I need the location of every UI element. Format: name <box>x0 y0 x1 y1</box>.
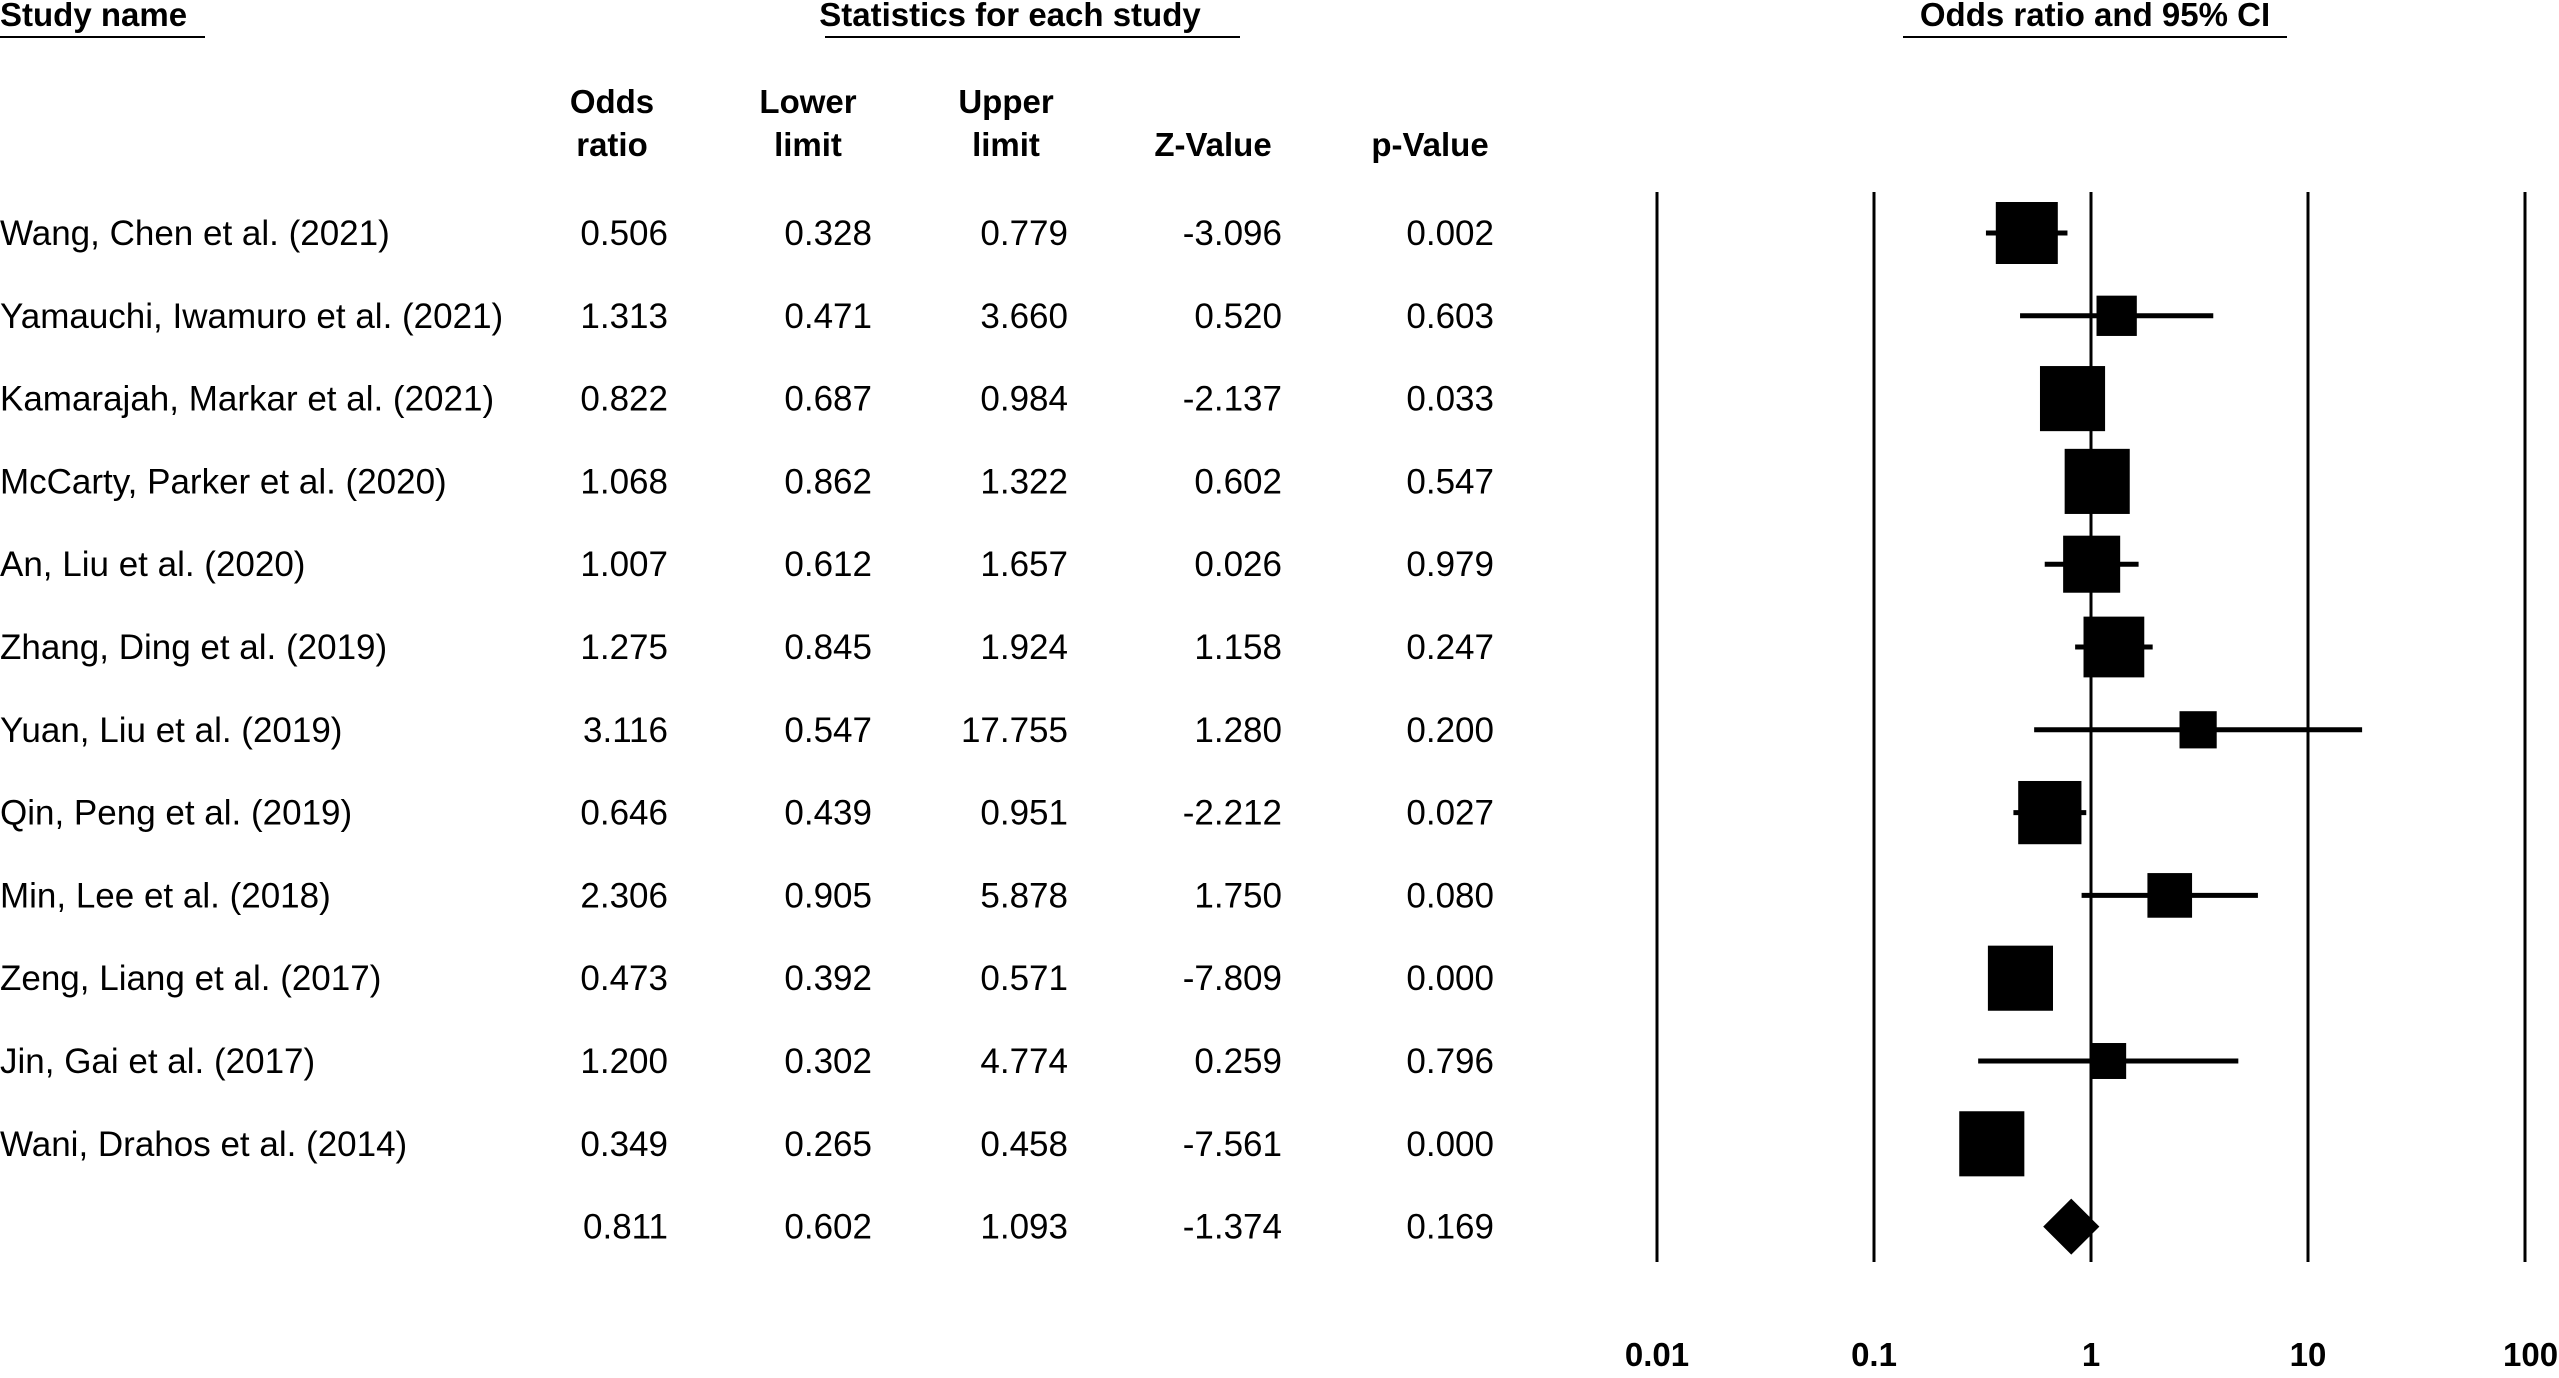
upper-limit-header-line1: Upper <box>958 83 1054 120</box>
study-name: McCarty, Parker et al. (2020) <box>0 462 447 502</box>
study-name: Zeng, Liang et al. (2017) <box>0 959 382 999</box>
odds-ratio-value: 0.646 <box>580 793 668 833</box>
lower-limit-value: 0.328 <box>784 214 872 253</box>
odds-ratio-marker <box>2084 617 2145 678</box>
z-value: 0.602 <box>1194 462 1282 502</box>
z-value: 1.280 <box>1194 710 1282 750</box>
p-value: 0.080 <box>1406 876 1494 916</box>
study-name: Wani, Drahos et al. (2014) <box>0 1124 408 1164</box>
p-value: 0.033 <box>1406 379 1494 419</box>
upper-limit-header-line2: limit <box>972 126 1040 163</box>
study-name: Yamauchi, Iwamuro et al. (2021) <box>0 296 504 336</box>
z-value: 0.259 <box>1194 1042 1282 1081</box>
upper-limit-value: 1.924 <box>980 628 1068 667</box>
lower-limit-value: 0.862 <box>784 462 872 502</box>
odds-ratio-header-line2: ratio <box>576 126 648 163</box>
study-name: An, Liu et al. (2020) <box>0 545 306 585</box>
x-tick-label: 10 <box>2289 1336 2327 1373</box>
odds-ratio-value: 2.306 <box>580 876 668 916</box>
upper-limit-value: 1.322 <box>980 462 1068 502</box>
lower-limit-value: 0.612 <box>784 545 872 585</box>
z-value: -2.137 <box>1182 379 1282 419</box>
upper-limit-value: 0.458 <box>980 1124 1068 1164</box>
lower-limit-value: 0.471 <box>784 296 872 336</box>
odds-ratio-value: 0.822 <box>580 379 668 419</box>
lower-limit-value: 0.392 <box>784 959 872 999</box>
odds-ratio-value: 0.506 <box>580 214 668 253</box>
z-value-header: Z-Value <box>1154 126 1272 163</box>
upper-limit-value: 5.878 <box>980 876 1068 916</box>
odds-ratio-marker <box>1959 1111 2024 1176</box>
study-name: Yuan, Liu et al. (2019) <box>0 710 343 750</box>
lower-limit-header-line1: Lower <box>759 83 857 120</box>
study-name: Qin, Peng et al. (2019) <box>0 793 353 833</box>
p-value: 0.000 <box>1406 1124 1494 1164</box>
study-name: Min, Lee et al. (2018) <box>0 876 331 916</box>
lower-limit-value: 0.905 <box>784 876 872 916</box>
upper-limit-value: 3.660 <box>980 296 1068 336</box>
x-tick-label: 0.1 <box>1851 1336 1897 1373</box>
p-value: 0.247 <box>1406 628 1494 667</box>
p-value: 0.000 <box>1406 959 1494 999</box>
summary-odds-ratio: 0.811 <box>583 1207 668 1247</box>
odds-ratio-marker <box>2097 296 2137 336</box>
odds-ratio-marker <box>2018 781 2081 844</box>
upper-limit-value: 0.951 <box>980 793 1068 833</box>
summary-z-value: -1.374 <box>1182 1207 1282 1247</box>
x-tick-label: 100 <box>2503 1336 2559 1373</box>
lower-limit-value: 0.687 <box>784 379 872 419</box>
p-value: 0.200 <box>1406 710 1494 750</box>
z-value: 0.520 <box>1194 296 1282 336</box>
upper-limit-value: 17.755 <box>960 710 1068 750</box>
z-value: 1.750 <box>1194 876 1282 916</box>
p-value: 0.547 <box>1406 462 1494 502</box>
summary-lower-limit: 0.602 <box>784 1207 872 1247</box>
odds-ratio-marker <box>2063 536 2120 593</box>
odds-ratio-value: 1.275 <box>580 628 668 667</box>
odds-ratio-marker <box>1988 946 2053 1011</box>
odds-ratio-marker <box>2090 1043 2126 1079</box>
plot-header: Odds ratio and 95% CI <box>1919 0 2271 33</box>
odds-ratio-marker <box>2040 366 2105 431</box>
p-value: 0.027 <box>1406 793 1494 833</box>
z-value: 1.158 <box>1194 628 1282 667</box>
x-tick-label: 1 <box>2081 1336 2101 1373</box>
summary-upper-limit: 1.093 <box>980 1207 1068 1247</box>
z-value: -7.561 <box>1182 1124 1282 1164</box>
upper-limit-value: 1.657 <box>980 545 1068 585</box>
lower-limit-value: 0.845 <box>784 628 872 667</box>
z-value: 0.026 <box>1194 545 1282 585</box>
study-rows <box>0 214 1494 1247</box>
odds-ratio-value: 1.313 <box>580 296 668 336</box>
odds-ratio-marker <box>2147 873 2192 918</box>
lower-limit-value: 0.439 <box>784 793 872 833</box>
odds-ratio-marker <box>2180 711 2217 748</box>
p-value-header: p-Value <box>1371 126 1489 163</box>
odds-ratio-value: 1.200 <box>580 1042 668 1081</box>
odds-ratio-value: 1.068 <box>580 462 668 502</box>
odds-ratio-marker <box>2065 449 2130 514</box>
study-name-header: Study name <box>0 0 188 33</box>
odds-ratio-value: 0.349 <box>580 1124 668 1164</box>
lower-limit-value: 0.547 <box>784 710 872 750</box>
upper-limit-value: 0.779 <box>980 214 1068 253</box>
upper-limit-value: 0.571 <box>980 959 1068 999</box>
p-value: 0.002 <box>1406 214 1494 253</box>
z-value: -2.212 <box>1182 793 1282 833</box>
z-value: -3.096 <box>1182 214 1282 253</box>
study-name: Zhang, Ding et al. (2019) <box>0 628 388 667</box>
statistics-header: Statistics for each study <box>819 0 1201 33</box>
upper-limit-value: 0.984 <box>980 379 1068 419</box>
odds-ratio-header-line1: Odds <box>569 83 655 120</box>
p-value: 0.603 <box>1406 296 1494 336</box>
x-tick-label: 0.01 <box>1624 1336 1690 1373</box>
odds-ratio-value: 0.473 <box>580 959 668 999</box>
summary-p-value: 0.169 <box>1406 1207 1494 1247</box>
p-value: 0.979 <box>1406 545 1494 585</box>
study-name: Wang, Chen et al. (2021) <box>0 214 390 253</box>
upper-limit-value: 4.774 <box>980 1042 1068 1081</box>
odds-ratio-marker <box>1996 202 2058 264</box>
odds-ratio-value: 3.116 <box>583 710 668 750</box>
lower-limit-value: 0.302 <box>784 1042 872 1081</box>
plot-marks <box>1959 202 2362 1255</box>
study-name: Jin, Gai et al. (2017) <box>0 1042 316 1081</box>
study-name: Kamarajah, Markar et al. (2021) <box>0 379 495 419</box>
lower-limit-value: 0.265 <box>784 1124 872 1164</box>
p-value: 0.796 <box>1406 1042 1494 1081</box>
z-value: -7.809 <box>1182 959 1282 999</box>
odds-ratio-value: 1.007 <box>580 545 668 585</box>
lower-limit-header-line2: limit <box>774 126 842 163</box>
